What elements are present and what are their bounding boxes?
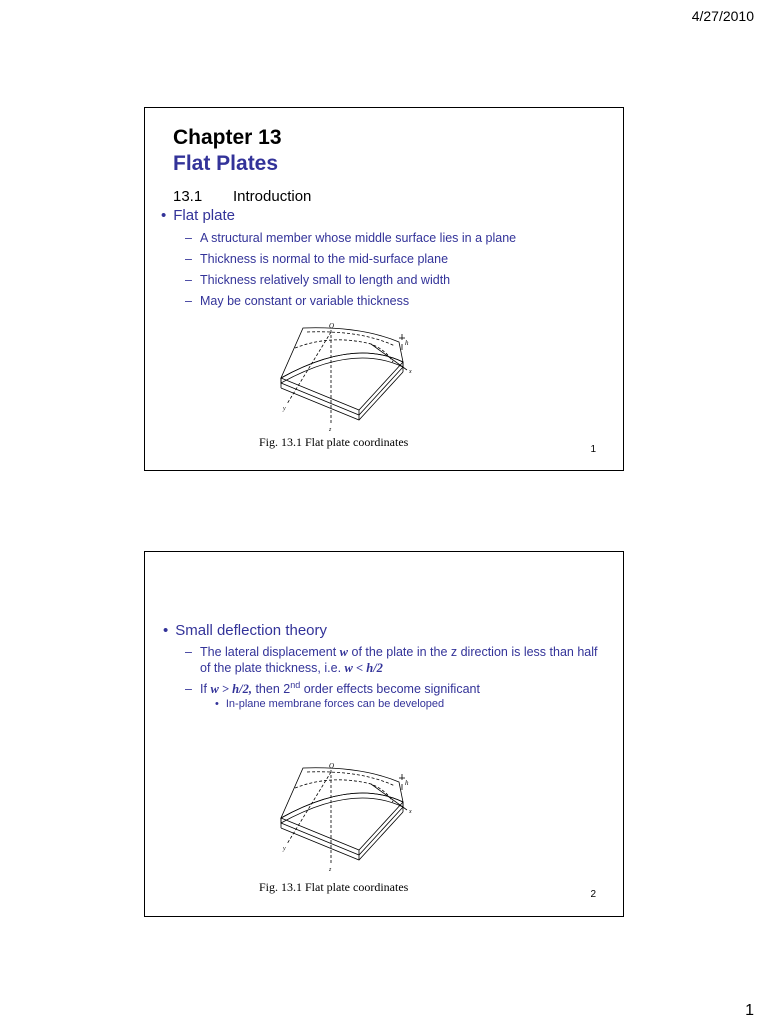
page-number: 1 [745, 1002, 754, 1019]
flat-plate-figure [271, 320, 421, 432]
plate-front-top-edge [281, 802, 403, 850]
sub-bullet: – May be constant or variable thickness [185, 293, 605, 309]
y-axis-line [287, 332, 331, 404]
slide-number: 1 [590, 444, 596, 455]
plate-front-edge [281, 807, 403, 855]
slide-number: 2 [590, 889, 596, 900]
sub-bullet: – A structural member whose middle surface lies in a plane [185, 230, 605, 246]
flat-plate-figure [271, 760, 421, 872]
plate-top-surface [281, 328, 403, 378]
slide-2 [144, 551, 624, 917]
sub-bullet-text: order effects become significant [303, 682, 480, 696]
sub-sub-bullet [215, 698, 444, 710]
z-axis-label: z [329, 427, 332, 432]
sub-bullet-text: half of the plate thickness, i.e. [200, 645, 598, 675]
section-number: 13.1 [173, 188, 203, 205]
x-axis-label: x [409, 369, 412, 375]
sub-bullet-displacement [185, 644, 605, 676]
plate-edge-1 [281, 793, 403, 823]
sub-sub-bullet-text: In-plane membrane forces can be developed [225, 698, 445, 710]
sub-bullet-list [185, 644, 605, 702]
bullet-text: Small deflection theory [175, 622, 328, 639]
sub-bullet-text: of the plate in the z direction is less than [351, 645, 574, 659]
sub-bullet: – Thickness is normal to the mid-surface plane [185, 251, 605, 267]
figure-caption: Fig. 13.1 Flat plate coordinates [259, 435, 409, 449]
section-title: Introduction [233, 188, 312, 205]
page-date: 4/27/2010 [691, 8, 754, 24]
sub-bullet-text: If [200, 682, 207, 696]
mid-surface-line [307, 332, 395, 346]
bullet-dot: • [215, 698, 219, 710]
bullet-dot: • [163, 622, 169, 639]
plate-front-top-edge [281, 362, 403, 410]
bullet-dot: • [161, 207, 167, 224]
condition-text: w > h/2, [210, 682, 252, 696]
sub-bullet-text: then 2 [255, 682, 291, 696]
thickness-label: h [405, 779, 409, 787]
plate-top-surface [281, 768, 403, 818]
superscript: nd [290, 679, 301, 690]
chapter-title: Chapter 13 [173, 126, 282, 149]
thickness-label: h [405, 339, 409, 347]
z-axis-label: z [329, 867, 332, 872]
slide-1 [144, 107, 624, 471]
figure-caption: Fig. 13.1 Flat plate coordinates [259, 880, 409, 894]
plate-edge-1 [281, 353, 403, 383]
sub-bullet-list [185, 230, 605, 314]
sub-bullet-text: The lateral displacement [200, 645, 337, 659]
y-axis-line [287, 772, 331, 844]
sub-bullet: – Thickness relatively small to length and width [185, 272, 605, 288]
x-axis-label: x [409, 809, 412, 815]
w-symbol: w [339, 645, 349, 659]
condition-text: w < h/2 [344, 661, 383, 675]
origin-label: O [329, 322, 335, 330]
bullet-flat-plate [161, 207, 235, 224]
plate-front-edge [281, 367, 403, 415]
plate-bottom-edge [281, 812, 403, 860]
chapter-subtitle: Flat Plates [173, 152, 279, 175]
y-axis-label: y [283, 406, 286, 412]
bullet-text: Flat plate [173, 207, 235, 224]
bullet-small-deflection [163, 622, 327, 639]
sub-bullet-second-order [185, 681, 605, 697]
mid-surface-line [307, 772, 395, 786]
plate-bottom-edge [281, 372, 403, 420]
section-heading [173, 188, 311, 205]
origin-label: O [329, 762, 335, 770]
y-axis-label: y [283, 846, 286, 852]
